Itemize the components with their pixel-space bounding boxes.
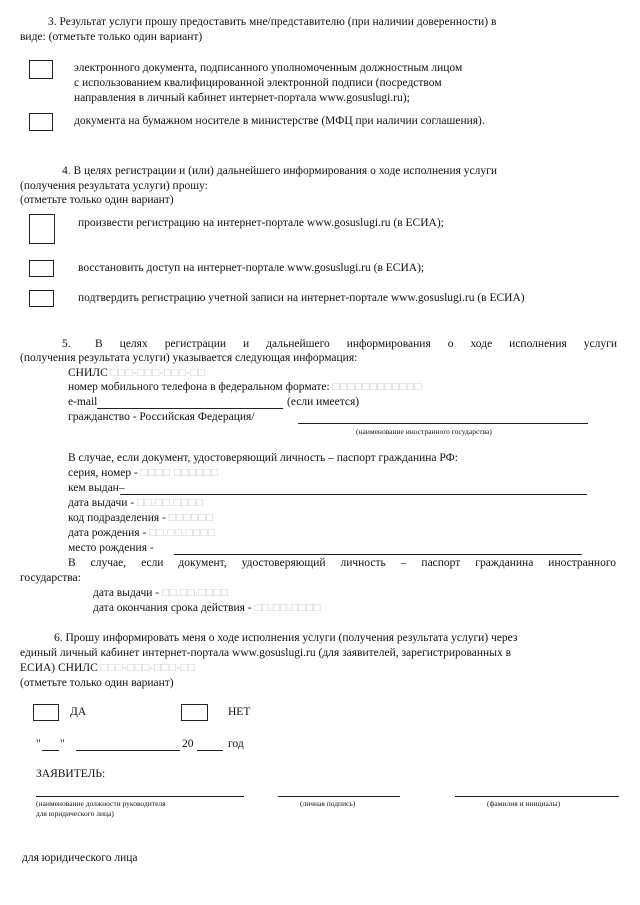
year-prefix: 20 [182,738,194,750]
snils-row [68,367,206,379]
series-label: серия, номер - [68,467,138,479]
s5-title-line2: (получения результата услуги) указывается следующая информация: [20,352,358,364]
s3-title-line1: 3. Результат услуги прошу предоставить мне/представителю (при наличии доверенности) в [48,16,497,28]
birth-date-input[interactable]: □□.□□.□□□□ [149,527,216,539]
position-caption-line2: для юридического лица) [36,809,114,818]
year-input[interactable] [197,739,223,751]
s6-snils-label: ЕСИА) СНИЛС [20,662,98,674]
s4-title-line2: (получения результата услуги) прошу: [20,180,208,192]
series-input[interactable]: □□□□ □□□□□□ [140,467,219,479]
birth-place-input[interactable] [174,543,582,555]
snils-label: СНИЛС [68,367,108,379]
foreign-intro-line1: В случае, если документ, удостоверяющий личность – паспорт гражданина иностранного [68,557,616,569]
birth-date-row [68,527,215,539]
citizenship-caption: (наименование иностранного государства) [356,427,492,436]
issued-by-label: кем выдан– [68,482,125,494]
s4-option2-checkbox[interactable] [29,260,54,277]
s6-snils-row [20,662,196,674]
s4-title-line3: (отметьте только один вариант) [20,194,174,206]
dept-code-row [68,512,213,524]
phone-row [68,381,422,393]
foreign-issue-row [93,587,228,599]
month-input[interactable] [76,739,180,751]
citizenship-input[interactable] [298,412,588,424]
year-suffix: год [228,738,244,750]
birth-date-label: дата рождения - [68,527,147,539]
position-input[interactable] [36,785,244,797]
phone-label: номер мобильного телефона в федеральном формате: [68,381,330,393]
position-caption-line1: (наименование должности руководителя [36,799,166,808]
foreign-issue-label: дата выдачи - [93,587,160,599]
s3-option2-checkbox[interactable] [29,113,53,131]
phone-input[interactable]: □□□□□□□□□□□□ [332,381,422,393]
issue-date-label: дата выдачи - [68,497,135,509]
expiry-input[interactable]: □□.□□.□□□□ [254,602,321,614]
s6-title-line2: единый личный кабинет интернет-портала www.gosuslugi.ru (для заявителей, зарегистрированных в [20,647,511,659]
applicant-label: ЗАЯВИТЕЛЬ: [36,768,106,780]
day-input[interactable] [42,739,59,751]
s3-title-line2: виде: (отметьте только один вариант) [20,31,203,43]
foreign-issue-input[interactable]: □□.□□.□□□□ [161,587,229,599]
dept-code-label: код подразделения - [68,512,166,524]
no-label: НЕТ [228,706,251,718]
s6-title-line1: 6. Прошу информировать меня о ходе исполнения услуги (получения результата услуги) через [54,632,518,644]
s4-option3-label: подтвердить регистрацию учетной записи на интернет-портале www.gosuslugi.ru (в ЕСИА) [78,292,525,304]
foreign-intro-line2: государства: [20,572,81,584]
yes-label: ДА [70,706,87,718]
email-label: e-mail [68,396,98,408]
date-quote-open: " [36,738,41,750]
s6-title-line4: (отметьте только один вариант) [20,677,174,689]
date-quote-close: " [60,738,65,750]
s5-number: 5. [62,338,71,350]
signature-caption: (личная подпись) [300,799,356,808]
yes-checkbox[interactable] [33,704,59,721]
name-caption: (фамилия и инициалы) [487,799,561,808]
issue-date-row [68,497,203,509]
dept-code-input[interactable]: □□□□□□ [168,512,214,524]
expiry-label: дата окончания срока действия - [93,602,252,614]
s4-option2-label: восстановить доступ на интернет-портале www.gosuslugi.ru (в ЕСИА); [78,262,425,274]
s4-option1-label: произвести регистрацию на интернет-портале www.gosuslugi.ru (в ЕСИА); [78,217,444,229]
s6-snils-input[interactable]: □□□-□□□-□□□-□□ [100,662,196,674]
footer-note: для юридического лица [22,852,138,864]
no-checkbox[interactable] [181,704,208,721]
series-row [68,467,219,479]
s4-title-line1: 4. В целях регистрации и (или) дальнейшего информирования о ходе исполнения услуги [62,165,497,177]
s3-option1-line1: электронного документа, подписанного уполномоченным должностным лицом [74,62,463,74]
email-note: (если имеется) [287,396,360,408]
s4-option3-checkbox[interactable] [29,290,54,307]
s4-option1-checkbox[interactable] [29,214,55,244]
s3-option1-line3: направления в личный кабинет интернет-портала www.gosuslugi.ru); [74,92,410,104]
birth-place-label: место рождения - [68,542,154,554]
email-input[interactable] [97,397,283,409]
s3-option1-checkbox[interactable] [29,60,53,79]
s3-option2-label: документа на бумажном носителе в министерстве (МФЦ при наличии соглашения). [74,115,485,127]
citizenship-label: гражданство - Российская Федерация/ [68,411,255,423]
name-input[interactable] [455,785,619,797]
issued-by-input[interactable] [120,483,587,495]
issue-date-input[interactable]: □□.□□.□□□□ [136,497,204,509]
expiry-row [93,602,321,614]
snils-input[interactable]: □□□-□□□-□□□-□□ [110,367,206,379]
signature-input[interactable] [278,785,400,797]
rf-passport-intro: В случае, если документ, удостоверяющий личность – паспорт гражданина РФ: [68,452,458,464]
s3-option1-line2: с использованием квалифицированной электронной подписи (посредством [74,77,442,89]
s5-title-line1: В целях регистрации и дальнейшего информирования о ходе исполнения услуги [95,338,617,350]
